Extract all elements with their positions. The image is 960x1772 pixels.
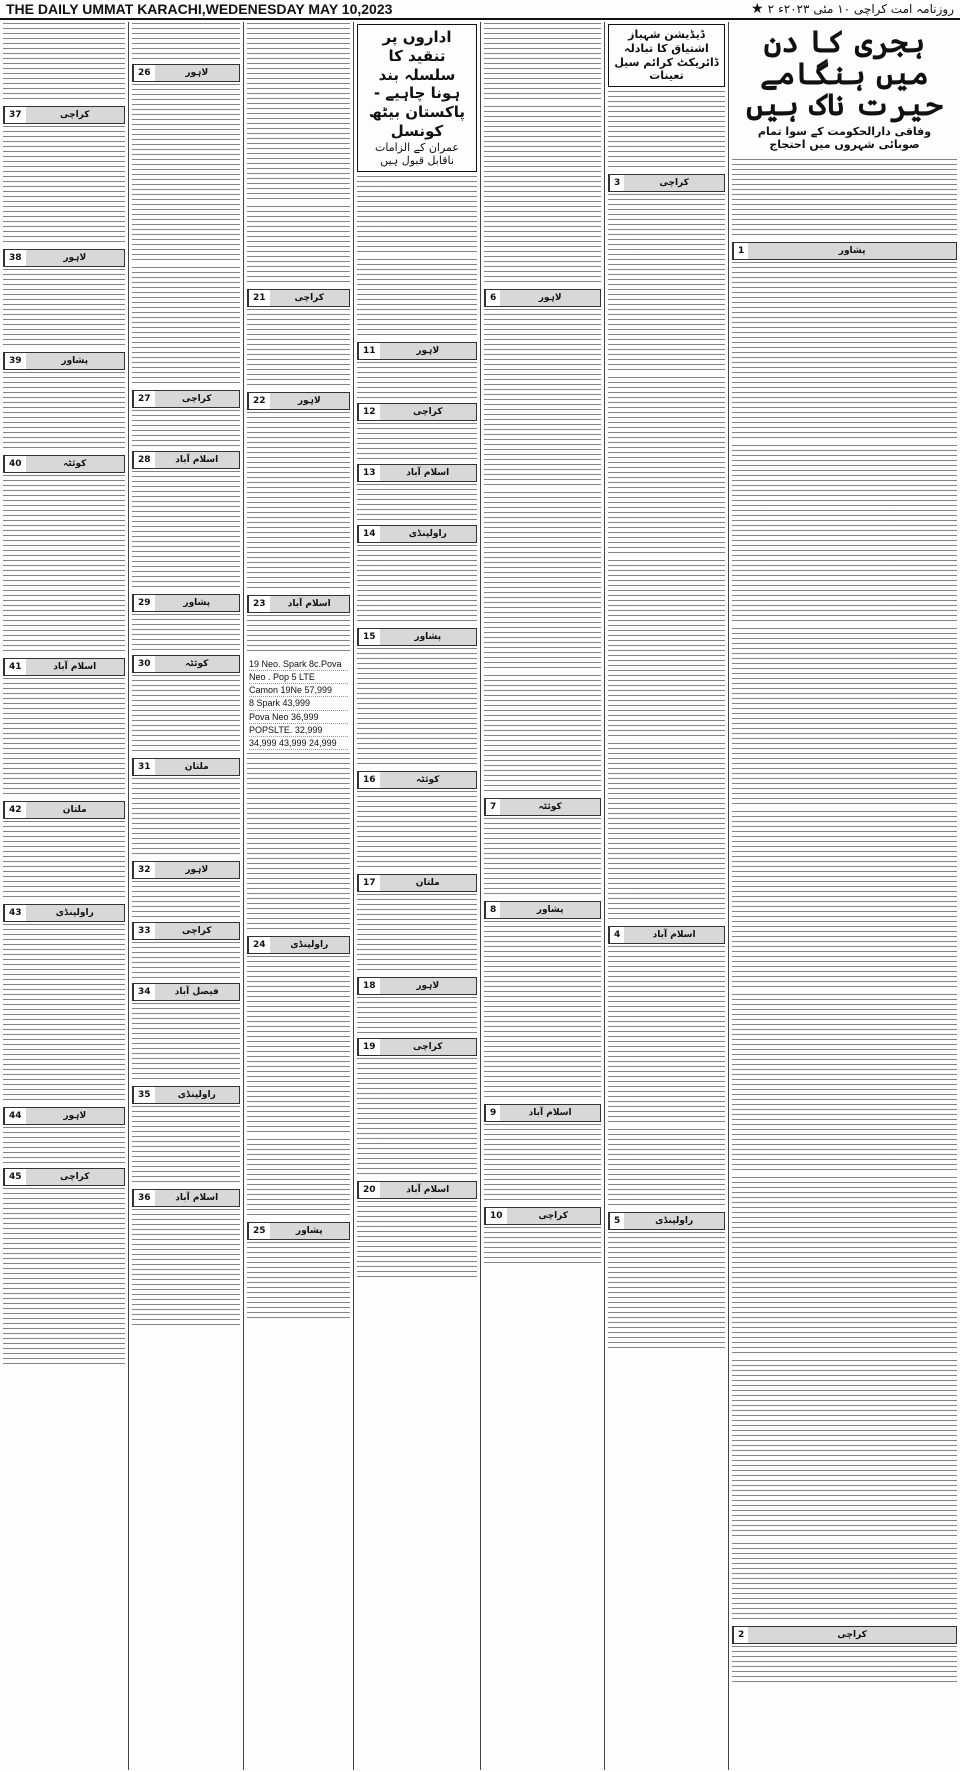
text-block	[357, 259, 477, 339]
lead-headline-box	[732, 24, 957, 155]
text-block	[732, 811, 957, 991]
column-1	[728, 22, 960, 1770]
item-place: اسلام آباد	[53, 662, 97, 672]
item-place: راولپنڈی	[177, 1090, 216, 1100]
item-place: لاہور	[416, 981, 440, 991]
text-block	[732, 159, 957, 239]
text-block	[3, 126, 125, 246]
item-number: 17	[358, 875, 380, 891]
item-number: 31	[133, 759, 155, 775]
item-place: کوئٹہ	[538, 802, 562, 812]
text-block	[608, 91, 725, 171]
item-place: ملتان	[415, 878, 440, 888]
text-block	[357, 894, 477, 974]
masthead	[0, 0, 960, 20]
text-block	[247, 956, 350, 1136]
text-block	[608, 1232, 725, 1352]
item-number: 24	[248, 937, 270, 953]
lead-headline: ہجری کا دن میں ہنگامے حیرت ناک ہیں	[746, 25, 943, 123]
item-place: اسلام آباد	[406, 1185, 450, 1195]
item-place: کوئٹہ	[416, 775, 440, 785]
news-item-21	[247, 289, 350, 307]
news-item-37	[3, 106, 125, 124]
news-item-39	[3, 352, 125, 370]
item-number: 7	[485, 799, 500, 815]
column-4	[353, 22, 480, 1770]
text-block	[247, 1242, 350, 1322]
news-item-6	[484, 289, 601, 307]
masthead-urdu-text: روزنامہ امت کراچی ۱۰ مئی ۲۰۲۳ء	[778, 2, 954, 16]
item-place: اسلام آباد	[287, 599, 331, 609]
news-item-23	[247, 595, 350, 613]
text-block	[247, 23, 350, 203]
item-number: 39	[4, 353, 26, 369]
item-number: 19	[358, 1039, 380, 1055]
item-number: 2	[733, 1627, 748, 1643]
item-place: کراچی	[413, 1042, 443, 1052]
text-block	[3, 1127, 125, 1165]
news-item-9	[484, 1104, 601, 1122]
column-2	[604, 22, 728, 1770]
item-place: اسلام آباد	[175, 1193, 219, 1203]
phone-entry: 34,999 43,999 24,999	[249, 737, 348, 750]
item-place: راولپنڈی	[290, 939, 329, 950]
text-block	[132, 84, 240, 264]
news-item-32	[132, 861, 240, 879]
item-place: کراچی	[60, 1172, 90, 1182]
news-item-42	[3, 801, 125, 819]
text-block	[484, 492, 601, 672]
item-number: 9	[485, 1105, 500, 1121]
item-number: 21	[248, 290, 270, 306]
item-number: 44	[4, 1108, 26, 1124]
news-item-35	[132, 1086, 240, 1104]
column-6	[128, 22, 243, 1770]
item-place: لاہور	[416, 346, 440, 356]
news-item-29	[132, 594, 240, 612]
news-item-43	[3, 904, 125, 922]
news-item-7	[484, 798, 601, 816]
phone-entry: Pova Neo 36,999	[249, 711, 348, 724]
item-number: 42	[4, 802, 26, 818]
item-number: 25	[248, 1223, 270, 1239]
item-number: 35	[133, 1087, 155, 1103]
text-block	[247, 309, 350, 389]
phone-entry: 19 Neo. Spark 8c.Pova	[249, 658, 348, 671]
masthead-urdu-title	[751, 1, 954, 17]
item-place: کراچی	[413, 407, 443, 417]
item-place: لاہور	[185, 68, 209, 78]
item-number: 38	[4, 250, 26, 266]
text-block	[608, 377, 725, 557]
item-number: 15	[358, 629, 380, 645]
text-block	[484, 1124, 601, 1204]
item-place: اسلام آباد	[528, 1108, 572, 1118]
text-block	[732, 1646, 957, 1684]
news-item-3	[608, 174, 725, 192]
item-number: 29	[133, 595, 155, 611]
text-block	[608, 743, 725, 923]
item-place: اسلام آباد	[175, 455, 219, 465]
text-block	[3, 475, 125, 655]
item-place: راولپنڈی	[55, 908, 94, 918]
item-place: اسلام آباد	[406, 468, 450, 478]
text-block	[132, 614, 240, 652]
text-block	[732, 1177, 957, 1357]
item-number: 45	[4, 1169, 26, 1185]
star-icon: ★	[751, 1, 764, 17]
news-item-19	[357, 1038, 477, 1056]
text-block	[3, 924, 125, 1104]
transfer-subheadline: ڈائریکٹ کرائم سیل تعینات	[614, 55, 719, 83]
item-place: پشاور	[183, 598, 211, 608]
news-item-36	[132, 1189, 240, 1207]
item-number: 12	[358, 404, 380, 420]
item-number: 22	[248, 393, 270, 409]
text-block	[608, 946, 725, 1126]
transfer-headline-box	[608, 24, 725, 87]
news-item-4	[608, 926, 725, 944]
text-block	[484, 106, 601, 286]
news-item-20	[357, 1181, 477, 1199]
item-number: 32	[133, 862, 155, 878]
text-block	[608, 194, 725, 374]
item-number: 5	[609, 1213, 624, 1229]
news-item-5	[608, 1212, 725, 1230]
text-block	[357, 997, 477, 1035]
masthead-english-title: THE DAILY UMMAT KARACHI,WEDENESDAY MAY 10,2023	[6, 1, 393, 17]
phone-entry: POPSLTE. 32,999	[249, 724, 348, 737]
council-headline: اداروں پر تنقید کا سلسلہ بند ہونا چاہیے - پاکستان بیٹھ کونسل	[368, 28, 466, 140]
council-subheadline: عمران کے الزامات ناقابل قبول ہیں	[375, 140, 459, 168]
text-block	[132, 267, 240, 387]
text-block	[484, 1227, 601, 1265]
news-item-18	[357, 977, 477, 995]
item-place: کوئٹہ	[63, 459, 87, 469]
column-5	[243, 22, 353, 1770]
text-block	[247, 206, 350, 286]
text-block	[357, 648, 477, 768]
text-block	[132, 23, 240, 61]
newspaper-page	[0, 22, 960, 1772]
text-block	[3, 1188, 125, 1368]
phone-entry: Neo . Pop 5 LTE	[249, 671, 348, 684]
item-place: لاہور	[185, 865, 209, 875]
item-place: کراچی	[294, 293, 325, 303]
news-item-40	[3, 455, 125, 473]
text-block	[608, 560, 725, 740]
item-place: کراچی	[659, 178, 689, 188]
item-place: لاہور	[538, 293, 562, 303]
column-7	[0, 22, 128, 1770]
news-item-17	[357, 874, 477, 892]
item-place: پشاور	[536, 905, 564, 915]
text-block	[357, 1058, 477, 1178]
news-item-24	[247, 936, 350, 954]
item-place: فیصل آباد	[174, 987, 219, 997]
news-item-14	[357, 525, 477, 543]
text-block	[484, 23, 601, 103]
item-place: کراچی	[538, 1211, 569, 1221]
item-number: 16	[358, 772, 380, 788]
text-block	[3, 678, 125, 798]
item-number: 27	[133, 391, 155, 407]
item-number: 4	[609, 927, 624, 943]
news-item-10	[484, 1207, 601, 1225]
phone-price-list	[247, 656, 350, 752]
item-number: 30	[133, 656, 155, 672]
text-block	[132, 1209, 240, 1329]
item-place: لاہور	[297, 396, 321, 406]
news-item-22	[247, 392, 350, 410]
text-block	[357, 1201, 477, 1281]
text-block	[132, 778, 240, 858]
text-block	[732, 628, 957, 808]
news-item-25	[247, 1222, 350, 1240]
text-block	[132, 410, 240, 448]
item-place: کراچی	[182, 394, 212, 404]
item-number: 18	[358, 978, 380, 994]
news-item-11	[357, 342, 477, 360]
text-block	[357, 791, 477, 871]
text-block	[357, 176, 477, 256]
text-block	[247, 615, 350, 653]
item-number: 41	[4, 659, 26, 675]
text-block	[357, 362, 477, 400]
item-number: 14	[358, 526, 380, 542]
page-number: ۲	[767, 2, 775, 16]
text-block	[357, 423, 477, 461]
text-block	[732, 994, 957, 1174]
news-item-12	[357, 403, 477, 421]
council-headline-box	[357, 24, 477, 172]
text-block	[132, 471, 240, 591]
text-block	[247, 1139, 350, 1219]
item-place: لاہور	[63, 1111, 87, 1121]
item-number: 3	[609, 175, 624, 191]
text-block	[357, 545, 477, 625]
text-block	[357, 484, 477, 522]
item-number: 11	[358, 343, 380, 359]
item-number: 33	[133, 923, 155, 939]
item-place: کوئٹہ	[185, 659, 209, 669]
text-block	[732, 1543, 957, 1623]
item-number: 40	[4, 456, 26, 472]
phone-entry: 8 Spark 43,999	[249, 697, 348, 710]
text-block	[247, 753, 350, 933]
item-number: 28	[133, 452, 155, 468]
phone-entry: Camon 19Ne 57,999	[249, 684, 348, 697]
news-item-31	[132, 758, 240, 776]
item-number: 1	[733, 243, 748, 259]
text-block	[132, 881, 240, 919]
news-item-27	[132, 390, 240, 408]
item-place: کراچی	[60, 110, 90, 120]
text-block	[732, 445, 957, 625]
news-item-44	[3, 1107, 125, 1125]
text-block	[247, 412, 350, 592]
text-block	[484, 921, 601, 1101]
item-place: کراچی	[182, 926, 212, 936]
item-number: 43	[4, 905, 26, 921]
item-number: 20	[358, 1182, 380, 1198]
news-item-13	[357, 464, 477, 482]
item-place: ملتان	[184, 762, 209, 772]
text-block	[132, 1003, 240, 1083]
news-item-16	[357, 771, 477, 789]
lead-subheadline: وفاقی دارالحکومت کے سوا تمام صوبائی شہروں میں احتجاج	[757, 124, 932, 152]
column-3	[480, 22, 604, 1770]
transfer-headline: ڈیڈیشن شہباز اشتیاق کا تبادلہ	[624, 28, 709, 55]
item-number: 26	[133, 65, 155, 81]
item-number: 23	[248, 596, 270, 612]
text-block	[3, 269, 125, 349]
text-block	[484, 818, 601, 898]
item-number: 34	[133, 984, 155, 1000]
item-place: اسلام آباد	[652, 930, 696, 940]
text-block	[484, 309, 601, 489]
item-place: پشاور	[414, 632, 442, 642]
text-block	[132, 942, 240, 980]
news-item-28	[132, 451, 240, 469]
text-block	[3, 23, 125, 103]
item-place: راولپنڈی	[408, 529, 447, 539]
item-place: پشاور	[295, 1225, 323, 1236]
item-place: ملتان	[62, 805, 87, 815]
news-item-38	[3, 249, 125, 267]
item-number: 6	[485, 290, 500, 306]
news-item-1	[732, 242, 957, 260]
item-place: لاہور	[63, 253, 87, 263]
item-number: 8	[485, 902, 500, 918]
text-block	[3, 821, 125, 901]
item-number: 13	[358, 465, 380, 481]
news-item-26	[132, 64, 240, 82]
item-place: راولپنڈی	[655, 1216, 694, 1226]
text-block	[732, 262, 957, 442]
text-block	[484, 675, 601, 795]
item-number: 10	[485, 1208, 507, 1224]
text-block	[3, 372, 125, 452]
news-item-8	[484, 901, 601, 919]
item-place: کراچی	[837, 1630, 867, 1640]
news-item-2	[732, 1626, 957, 1644]
text-block	[732, 1360, 957, 1540]
text-block	[132, 675, 240, 755]
item-number: 36	[133, 1190, 155, 1206]
news-item-34	[132, 983, 240, 1001]
news-item-30	[132, 655, 240, 673]
item-number: 37	[4, 107, 26, 123]
news-item-41	[3, 658, 125, 676]
text-block	[608, 1129, 725, 1209]
item-place: پشاور	[838, 246, 866, 256]
text-block	[132, 1106, 240, 1186]
news-item-33	[132, 922, 240, 940]
news-item-15	[357, 628, 477, 646]
item-place: پشاور	[61, 356, 89, 366]
news-item-45	[3, 1168, 125, 1186]
